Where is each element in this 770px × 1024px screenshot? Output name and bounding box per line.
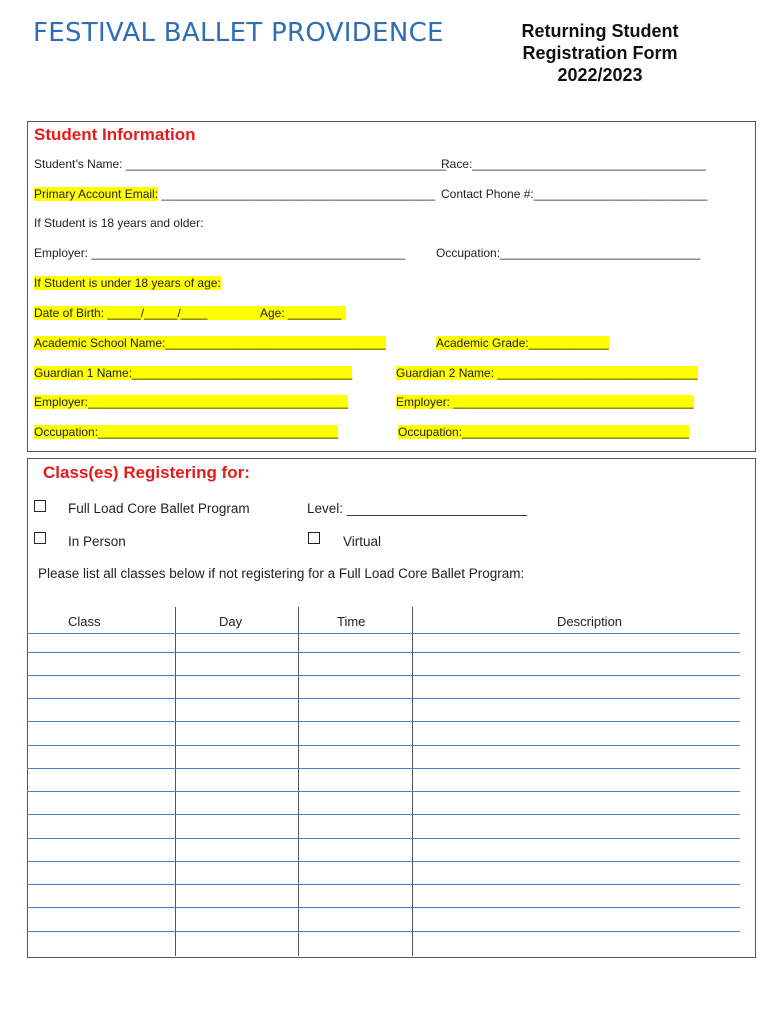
virtual-label: Virtual [343, 534, 382, 549]
primary-email-blank: _________________________________________ [158, 187, 436, 201]
column-divider [412, 607, 413, 956]
student-name-field[interactable]: Student’s Name: ________________________________________________ [34, 157, 447, 171]
classes-section [27, 458, 756, 958]
in-person-checkbox[interactable] [34, 532, 46, 544]
table-row-line[interactable] [27, 745, 740, 746]
column-divider [175, 607, 176, 956]
table-row-line[interactable] [27, 838, 740, 839]
age-field[interactable]: Age: ________ [260, 306, 342, 320]
primary-email-field[interactable] [34, 187, 435, 201]
guardian-1-occupation-field[interactable]: Occupation:____________________________________ [34, 425, 339, 439]
adult-student-note: If Student is 18 years and older: [34, 216, 204, 230]
table-row-line[interactable] [27, 791, 740, 792]
student-information-heading: Student Information [34, 125, 196, 144]
in-person-label: In Person [68, 534, 126, 549]
minor-student-note: If Student is under 18 years of age: [34, 276, 221, 290]
column-divider [298, 607, 299, 956]
column-header-class: Class [68, 614, 101, 629]
primary-email-label: Primary Account Email: [34, 187, 159, 201]
table-row-line[interactable] [27, 884, 740, 885]
table-row-line[interactable] [27, 675, 740, 676]
academic-grade-field[interactable]: Academic Grade:____________ [436, 336, 609, 350]
table-row-line[interactable] [27, 931, 740, 932]
column-header-time: Time [337, 614, 366, 629]
guardian-2-occupation-field[interactable]: Occupation:__________________________________ [398, 425, 689, 439]
form-title [490, 20, 710, 86]
title-line-3: 2022/2023 [557, 65, 643, 85]
academic-school-field[interactable]: Academic School Name:_________________________________ [34, 336, 386, 350]
table-row-line[interactable] [27, 652, 740, 653]
class-list-instructions: Please list all classes below if not registering for a Full Load Core Ballet Program: [38, 566, 525, 581]
full-load-checkbox[interactable] [34, 500, 46, 512]
table-row-line[interactable] [27, 721, 740, 722]
full-load-label: Full Load Core Ballet Program [68, 501, 250, 516]
table-row-line[interactable] [27, 768, 740, 769]
date-of-birth-field[interactable] [34, 306, 346, 320]
guardian-2-employer-field[interactable]: Employer: ____________________________________ [396, 395, 694, 409]
column-header-day: Day [219, 614, 243, 629]
classes-heading: Class(es) Registering for: [43, 463, 250, 482]
guardian-1-name-field[interactable]: Guardian 1 Name:_________________________________ [34, 366, 353, 380]
occupation-field[interactable]: Occupation:______________________________ [436, 246, 701, 260]
race-field[interactable]: Race:___________________________________ [441, 157, 706, 171]
guardian-2-name-field[interactable]: Guardian 2 Name: ______________________________ [396, 366, 698, 380]
guardian-1-employer-field[interactable]: Employer:_______________________________________ [34, 395, 349, 409]
date-of-birth-label: Date of Birth: _____/_____/____ [34, 306, 208, 320]
logo: FESTIVAL BALLET PROVIDENCE [33, 18, 444, 48]
level-field[interactable]: Level: ________________________ [307, 501, 527, 516]
table-row-line[interactable] [27, 814, 740, 815]
table-row-line[interactable] [27, 907, 740, 908]
column-header-description: Description [557, 614, 623, 629]
employer-field[interactable]: Employer: _______________________________________________ [34, 246, 406, 260]
table-row-line[interactable] [27, 698, 740, 699]
virtual-checkbox[interactable] [308, 532, 320, 544]
table-row-line[interactable] [27, 861, 740, 862]
title-line-1: Returning Student [521, 21, 679, 41]
table-row-line[interactable] [27, 633, 740, 634]
title-line-2: Registration Form [522, 43, 678, 63]
contact-phone-field[interactable]: Contact Phone #:__________________________ [441, 187, 708, 201]
